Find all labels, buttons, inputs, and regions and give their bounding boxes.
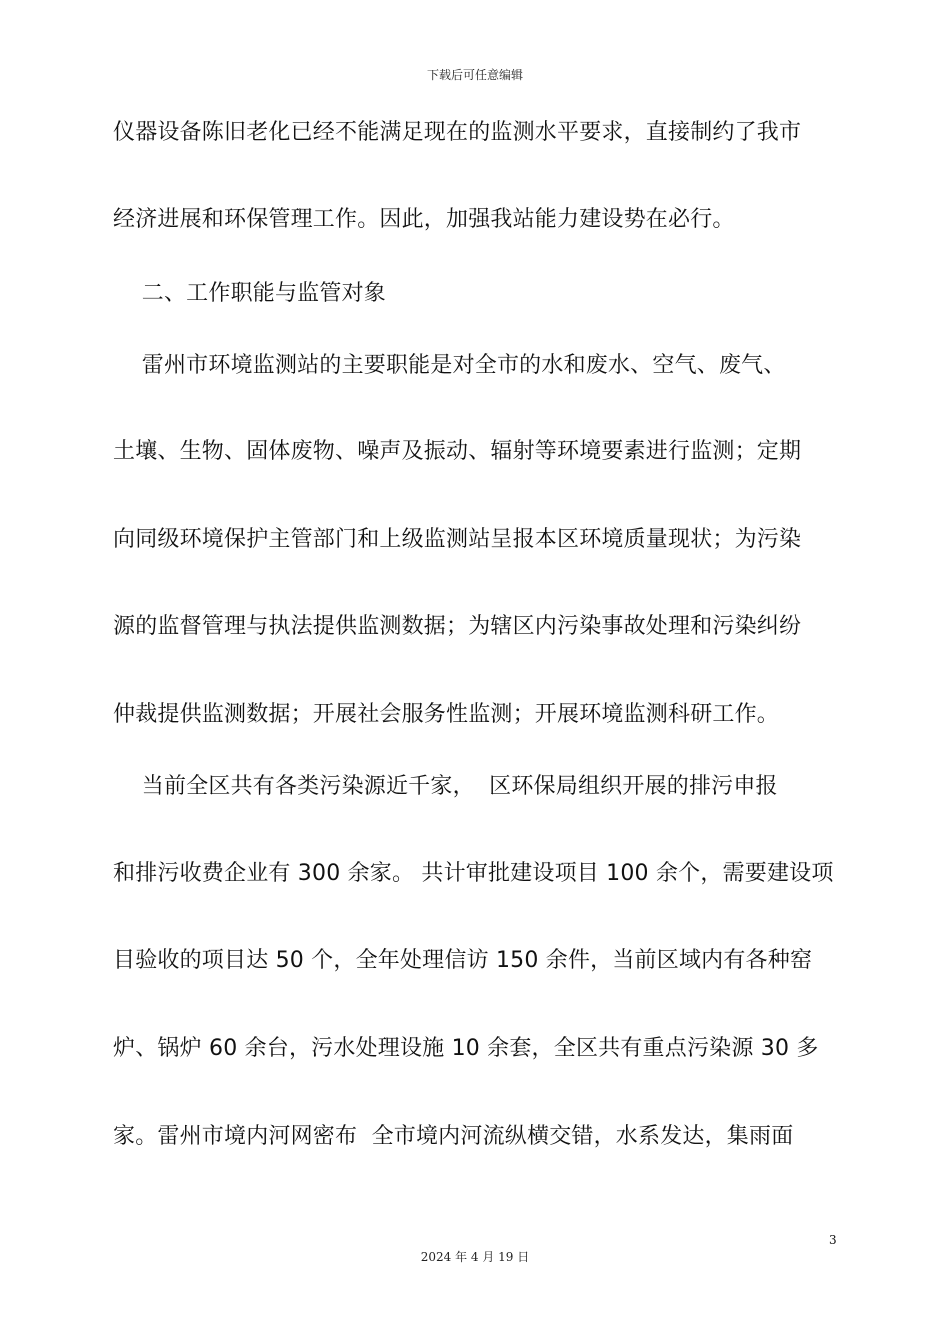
body-line: 雷州市环境监测站的主要职能是对全市的水和废水、空气、废气、 [113,353,786,378]
body-line: 经济进展和环保管理工作。因此，加强我站能力建设势在必行。 [113,207,735,232]
body-line: 土壤、生物、固体废物、噪声及振动、辐射等环境要素进行监测；定期 [113,439,802,464]
page-header: 下载后可任意编辑 [426,68,523,82]
section-heading: 二、工作职能与监管对象 [113,281,386,306]
body-line: 炉、锅炉 60 余台，污水处理设施 10 余套，全区共有重点污染源 30 多 [113,1036,819,1061]
body-line: 目验收的项目达 50 个，全年处理信访 150 余件，当前区域内有各种窑 [113,948,813,973]
body-line: 和排污收费企业有 300 余家。 共计审批建设项目 100 余个，需要建设项 [113,861,834,886]
page-footer-date: 2024 年 4 月 19 日 [420,1250,530,1264]
body-line: 仲裁提供监测数据；开展社会服务性监测；开展环境监测科研工作。 [113,702,780,727]
body-line: 家。雷州市境内河网密布 全市境内河流纵横交错，水系发达，集雨面 [113,1124,794,1149]
body-line: 当前全区共有各类污染源近千家， 区环保局组织开展的排污申报 [113,774,778,799]
body-line: 仪器设备陈旧老化已经不能满足现在的监测水平要求，直接制约了我市 [113,120,802,145]
page-number: 3 [829,1233,837,1247]
body-line: 源的监督管理与执法提供监测数据；为辖区内污染事故处理和污染纠纷 [113,614,802,639]
body-line: 向同级环境保护主管部门和上级监测站呈报本区环境质量现状；为污染 [113,527,802,552]
